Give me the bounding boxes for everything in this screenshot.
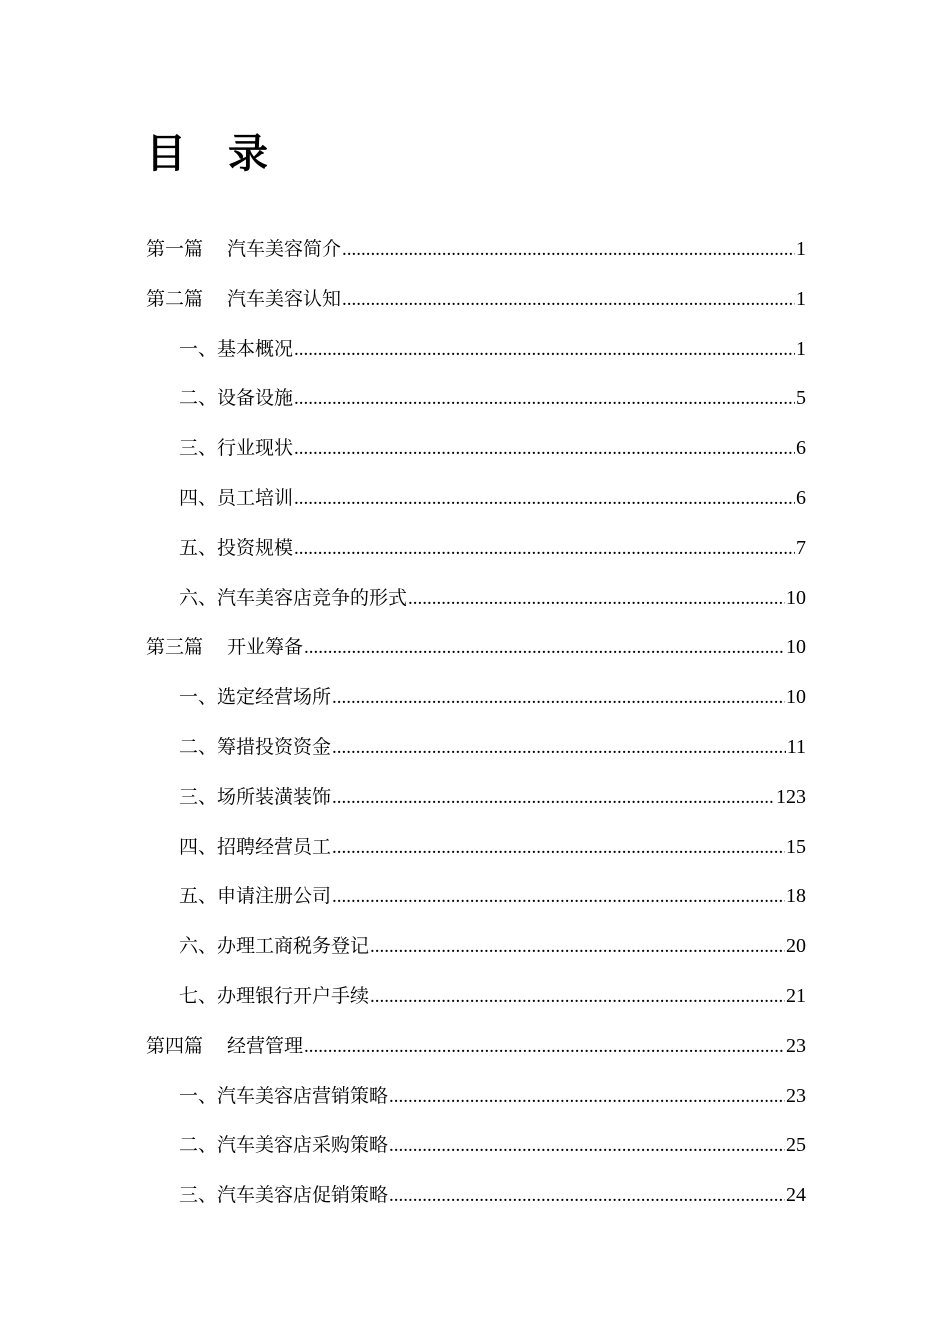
toc-entry-text: 五、投资规模	[179, 536, 294, 559]
toc-section-entry[interactable]	[146, 823, 806, 873]
toc-dot-leader	[332, 773, 775, 823]
toc-entry-label	[179, 823, 331, 873]
table-of-contents	[146, 225, 806, 1221]
toc-section-entry[interactable]	[146, 1171, 806, 1221]
toc-page-number: 10	[786, 686, 806, 709]
toc-title-char-2: 录	[228, 131, 268, 177]
toc-entry-text: 汽车美容简介	[227, 238, 342, 260]
toc-entry-label	[179, 474, 293, 524]
toc-page-number: 123	[776, 785, 806, 808]
toc-section-entry[interactable]	[146, 474, 806, 524]
toc-entry-label	[179, 922, 369, 972]
toc-section-entry[interactable]	[146, 723, 806, 773]
toc-entry-text: 汽车美容认知	[227, 287, 342, 310]
toc-chapter-number: 第一篇	[146, 238, 204, 260]
toc-page-number: 5	[796, 387, 806, 410]
toc-entry-text: 四、招聘经营员工	[179, 835, 332, 858]
toc-title-char-1: 目	[146, 131, 186, 177]
toc-entry-label	[179, 872, 331, 922]
toc-entry-text: 二、设备设施	[179, 387, 294, 410]
toc-entry-text: 七、办理银行开户手续	[179, 984, 370, 1007]
toc-entry-label	[146, 623, 303, 673]
toc-entry-label	[146, 275, 341, 325]
toc-page-number: 18	[786, 885, 806, 908]
toc-entry-text: 六、汽车美容店竞争的形式	[179, 586, 408, 609]
toc-section-entry[interactable]	[146, 1072, 806, 1122]
toc-section-entry[interactable]	[146, 325, 806, 375]
toc-page-number: 7	[796, 536, 806, 559]
toc-page-number: 21	[786, 984, 806, 1007]
toc-section-entry[interactable]	[146, 972, 806, 1022]
toc-entry-label	[179, 424, 293, 474]
toc-page-number: 10	[786, 636, 806, 659]
toc-dot-leader	[294, 374, 795, 424]
toc-chapter-number: 第三篇	[146, 636, 204, 659]
toc-dot-leader	[389, 1171, 785, 1221]
toc-entry-label	[179, 673, 331, 723]
toc-entry-text: 开业筹备	[227, 636, 304, 659]
toc-dot-leader	[389, 1121, 785, 1171]
toc-section-entry[interactable]	[146, 524, 806, 574]
toc-chapter-entry[interactable]	[146, 623, 806, 673]
toc-section-entry[interactable]	[146, 673, 806, 723]
toc-entry-text: 一、基本概况	[179, 337, 294, 360]
toc-dot-leader	[332, 723, 786, 773]
toc-entry-text: 三、汽车美容店促销策略	[179, 1184, 389, 1207]
toc-page-number: 6	[796, 437, 806, 460]
toc-entry-label	[179, 1072, 388, 1122]
toc-entry-label	[179, 972, 369, 1022]
toc-dot-leader	[332, 673, 785, 723]
toc-dot-leader	[370, 922, 785, 972]
toc-chapter-entry[interactable]	[146, 1022, 806, 1072]
toc-dot-leader	[304, 1022, 785, 1072]
toc-dot-leader	[294, 424, 795, 474]
toc-page-number: 1	[796, 287, 806, 310]
toc-chapter-number: 第二篇	[146, 287, 204, 310]
toc-entry-text: 一、选定经营场所	[179, 686, 332, 709]
toc-page-number: 24	[786, 1184, 806, 1207]
toc-title	[146, 128, 268, 180]
toc-page-number: 10	[786, 586, 806, 609]
toc-page-number: 23	[786, 1034, 806, 1057]
toc-page-number: 11	[786, 735, 806, 758]
toc-dot-leader	[332, 872, 785, 922]
toc-page-number: 23	[786, 1084, 806, 1107]
toc-entry-text: 四、员工培训	[179, 486, 294, 509]
toc-entry-text: 五、申请注册公司	[179, 885, 332, 908]
toc-page-number: 25	[786, 1134, 806, 1157]
toc-entry-text: 经营管理	[227, 1034, 304, 1057]
toc-dot-leader	[294, 325, 795, 375]
toc-entry-text: 一、汽车美容店营销策略	[179, 1084, 389, 1107]
toc-entry-label	[179, 773, 331, 823]
toc-dot-leader	[304, 623, 785, 673]
toc-chapter-entry[interactable]	[146, 275, 806, 325]
toc-page-number: 15	[786, 835, 806, 858]
toc-entry-text: 二、汽车美容店采购策略	[179, 1134, 389, 1157]
toc-dot-leader	[389, 1072, 785, 1122]
toc-entry-text: 三、行业现状	[179, 437, 294, 460]
toc-dot-leader	[294, 524, 795, 574]
toc-entry-label	[146, 225, 341, 275]
toc-dot-leader	[342, 225, 795, 275]
toc-section-entry[interactable]	[146, 1121, 806, 1171]
toc-entry-label	[179, 723, 331, 773]
toc-page-number: 6	[796, 486, 806, 509]
toc-dot-leader	[342, 275, 795, 325]
toc-dot-leader	[332, 823, 785, 873]
toc-section-entry[interactable]	[146, 374, 806, 424]
toc-dot-leader	[408, 574, 785, 624]
toc-entry-text: 二、筹措投资资金	[179, 735, 332, 758]
toc-chapter-number: 第四篇	[146, 1034, 204, 1057]
toc-dot-leader	[294, 474, 795, 524]
toc-entry-text: 六、办理工商税务登记	[179, 935, 370, 958]
toc-entry-label	[179, 574, 407, 624]
toc-dot-leader	[370, 972, 785, 1022]
toc-page-number: 1	[796, 238, 806, 260]
toc-page-number: 1	[796, 337, 806, 360]
toc-page-number: 20	[786, 935, 806, 958]
toc-entry-label	[179, 325, 293, 375]
toc-section-entry[interactable]	[146, 574, 806, 624]
toc-entry-label	[179, 524, 293, 574]
toc-chapter-entry[interactable]	[146, 225, 806, 275]
toc-section-entry[interactable]	[146, 872, 806, 922]
toc-entry-label	[179, 1171, 388, 1221]
toc-section-entry[interactable]	[146, 424, 806, 474]
toc-entry-label	[146, 1022, 303, 1072]
toc-entry-text: 三、场所装潢装饰	[179, 785, 332, 808]
toc-section-entry[interactable]	[146, 922, 806, 972]
toc-entry-label	[179, 1121, 388, 1171]
toc-section-entry[interactable]	[146, 773, 806, 823]
toc-entry-label	[179, 374, 293, 424]
